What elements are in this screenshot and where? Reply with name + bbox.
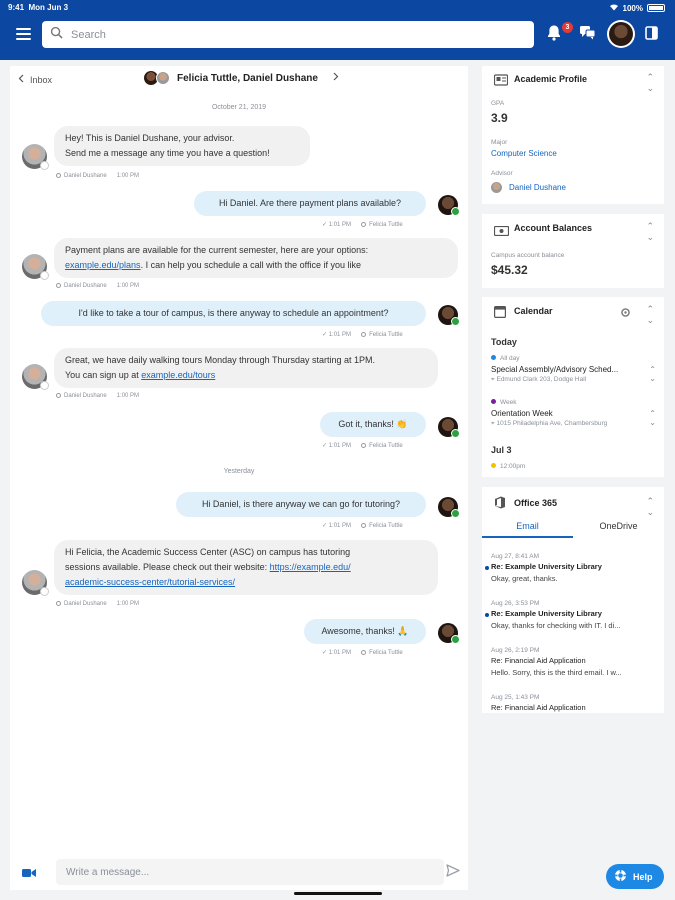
avatar xyxy=(491,182,502,193)
calendar-event[interactable]: 12:00pm xyxy=(491,463,656,470)
battery-percent: 100% xyxy=(622,3,643,13)
search-icon xyxy=(50,26,63,44)
email-item[interactable]: Aug 26, 2:19 PM Re: Financial Aid Application Hello. Sorry, this is the third email. I w... xyxy=(491,647,622,677)
day-heading: Today xyxy=(491,337,517,347)
unread-indicator xyxy=(485,566,489,570)
menu-button[interactable] xyxy=(16,28,31,40)
academic-profile-card: Academic Profile ⌃ ⌄ GPA 3.9 Major Computer Science Advisor Daniel Dushane xyxy=(482,66,664,204)
avatar xyxy=(22,254,47,279)
office-tabs xyxy=(482,516,664,538)
event-color-dot xyxy=(491,355,496,360)
chat-bubbles-icon xyxy=(579,25,596,45)
collapse-icon[interactable]: ⌃ ⌄ xyxy=(646,221,654,242)
message-link[interactable]: academic-success-center/tutorial-services/ xyxy=(65,577,236,587)
chevron-expand-icon: ⌃ ⌄ xyxy=(649,409,656,427)
back-label: Inbox xyxy=(30,74,53,85)
calendar-card xyxy=(482,297,664,477)
user-avatar[interactable] xyxy=(607,20,635,48)
card-title: Calendar xyxy=(514,306,553,316)
message-meta: ✓ 1:01 PM Felicia Tuttle xyxy=(322,650,403,656)
wifi-icon xyxy=(609,3,619,13)
battery-icon xyxy=(647,4,665,12)
home-indicator xyxy=(294,892,382,895)
avatar xyxy=(156,71,170,85)
message-bubble[interactable]: Payment plans are available for the current semester, here are your options: example.edu/plans. I can help you schedule a call with the office if you like xyxy=(54,238,458,278)
collapse-icon[interactable]: ⌃ ⌄ xyxy=(646,496,654,517)
panel-icon xyxy=(645,26,658,45)
message-bubble[interactable]: Hi Felicia, the Academic Success Center (ASC) on campus has tutoring sessions available. Please check out their website: https://example.edu/ academic-success-center/tutorial-services/ xyxy=(54,540,438,595)
date-separator: October 21, 2019 xyxy=(211,104,267,111)
message-bubble[interactable]: Hi Daniel, is there anyway we can go for tutoring? xyxy=(176,492,426,517)
message-bubble[interactable]: Awesome, thanks! 🙏 xyxy=(304,619,426,644)
chevron-left-icon xyxy=(18,74,24,85)
conversation-panel xyxy=(10,66,468,890)
collapse-icon[interactable]: ⌃ ⌄ xyxy=(646,304,654,325)
account-balances-card: Account Balances ⌃ ⌄ Campus account balance $45.32 xyxy=(482,214,664,288)
message-composer xyxy=(10,854,468,890)
message-link[interactable]: example.edu/tours xyxy=(141,370,216,380)
bell-icon xyxy=(546,24,562,46)
event-color-dot xyxy=(491,463,496,468)
avatar xyxy=(438,497,458,517)
message-link[interactable]: https://example.edu/ xyxy=(269,562,351,572)
conversation-header xyxy=(10,66,468,92)
status-date: Mon Jun 3 xyxy=(28,3,69,12)
participants-names: Felicia Tuttle, Daniel Dushane xyxy=(177,72,318,84)
money-icon xyxy=(494,223,509,241)
message-meta: ✓ 1:01 PM Felicia Tuttle xyxy=(322,332,403,338)
avatar xyxy=(438,195,458,215)
lifebuoy-icon xyxy=(614,869,627,884)
messages-button[interactable] xyxy=(579,22,596,48)
office-icon xyxy=(494,496,506,514)
unread-indicator xyxy=(485,613,489,617)
avatar xyxy=(22,364,47,389)
email-item[interactable]: Aug 26, 3:53 PM Re: Example University Library Okay, thanks for checking with IT. I di... xyxy=(491,600,661,630)
status-time: 9:41 xyxy=(8,3,25,12)
message-meta: Daniel Dushane 1:00 PM xyxy=(56,283,139,289)
advisor-link[interactable]: Daniel Dushane xyxy=(509,183,566,192)
help-button[interactable] xyxy=(606,864,664,889)
message-bubble[interactable]: Great, we have daily walking tours Monday through Thursday starting at 1PM. You can sign up at example.edu/tours xyxy=(54,348,438,388)
date-separator: Yesterday xyxy=(223,468,255,475)
message-meta: ✓ 1:01 PM Felicia Tuttle xyxy=(322,222,403,228)
calendar-event[interactable]: Week Orientation Week ⌖ 1015 Philadelphia Ave, Chambersburg ⌃ ⌄ xyxy=(491,399,656,427)
balance-value: $45.32 xyxy=(491,263,528,277)
participants-header[interactable] xyxy=(144,71,339,85)
side-panel-toggle[interactable] xyxy=(645,22,658,48)
video-call-icon[interactable] xyxy=(22,865,36,883)
send-icon[interactable] xyxy=(446,864,460,882)
event-color-dot xyxy=(491,399,496,404)
location-pin-icon: ⌖ xyxy=(491,420,495,427)
id-card-icon xyxy=(494,73,508,91)
tab-onedrive[interactable]: OneDrive xyxy=(599,521,638,531)
card-title: Academic Profile xyxy=(514,74,588,84)
tab-email[interactable]: Email xyxy=(482,516,573,538)
message-meta: ✓ 1:01 PM Felicia Tuttle xyxy=(322,443,403,449)
office365-card xyxy=(482,487,664,713)
avatar xyxy=(438,417,458,437)
message-bubble[interactable]: Hi Daniel. Are there payment plans available? xyxy=(194,191,426,216)
settings-gear-icon[interactable] xyxy=(620,305,631,323)
message-input[interactable] xyxy=(56,859,444,885)
message-meta: ✓ 1:01 PM Felicia Tuttle xyxy=(322,523,403,529)
help-label: Help xyxy=(633,871,653,882)
top-app-bar xyxy=(0,0,675,60)
avatar xyxy=(438,305,458,325)
search-input[interactable] xyxy=(71,29,511,41)
location-pin-icon: ⌖ xyxy=(491,376,495,383)
message-link[interactable]: example.edu/plans xyxy=(65,260,141,270)
notifications-button[interactable] xyxy=(546,22,570,48)
message-meta: Daniel Dushane 1:00 PM xyxy=(56,173,139,179)
message-bubble[interactable]: I'd like to take a tour of campus, is there anyway to schedule an appointment? xyxy=(41,301,426,326)
collapse-icon[interactable]: ⌃ ⌄ xyxy=(646,72,654,93)
chevron-expand-icon: ⌃ ⌄ xyxy=(649,365,656,383)
message-bubble[interactable]: Got it, thanks! 👏 xyxy=(320,412,426,437)
calendar-event[interactable]: All day Special Assembly/Advisory Sched... ⌖ Edmund Clark 203, Dodge Hall ⌃ ⌄ xyxy=(491,355,656,383)
card-title: Office 365 xyxy=(514,498,558,508)
email-item[interactable]: Aug 27, 8:41 AM Re: Example University Library Okay, great, thanks. xyxy=(491,553,661,583)
avatar xyxy=(22,570,47,595)
message-bubble[interactable]: Hey! This is Daniel Dushane, your advisor. Send me a message any time you have a question! xyxy=(54,126,310,166)
message-meta: Daniel Dushane 1:00 PM xyxy=(56,601,139,607)
email-item[interactable]: Aug 25, 1:43 PM Re: Financial Aid Application xyxy=(491,694,586,712)
calendar-icon xyxy=(494,305,506,323)
card-title: Account Balances xyxy=(514,223,593,233)
gpa-value: 3.9 xyxy=(491,111,508,125)
avatar xyxy=(22,144,47,169)
status-bar xyxy=(0,0,675,14)
back-to-inbox[interactable] xyxy=(18,74,52,85)
day-heading: Jul 3 xyxy=(491,445,512,455)
notification-badge: 3 xyxy=(562,22,573,33)
search-bar[interactable] xyxy=(42,21,534,48)
chevron-right-icon xyxy=(333,72,339,84)
avatar xyxy=(438,623,458,643)
message-meta: Daniel Dushane 1:00 PM xyxy=(56,393,139,399)
major-link[interactable]: Computer Science xyxy=(491,149,557,158)
